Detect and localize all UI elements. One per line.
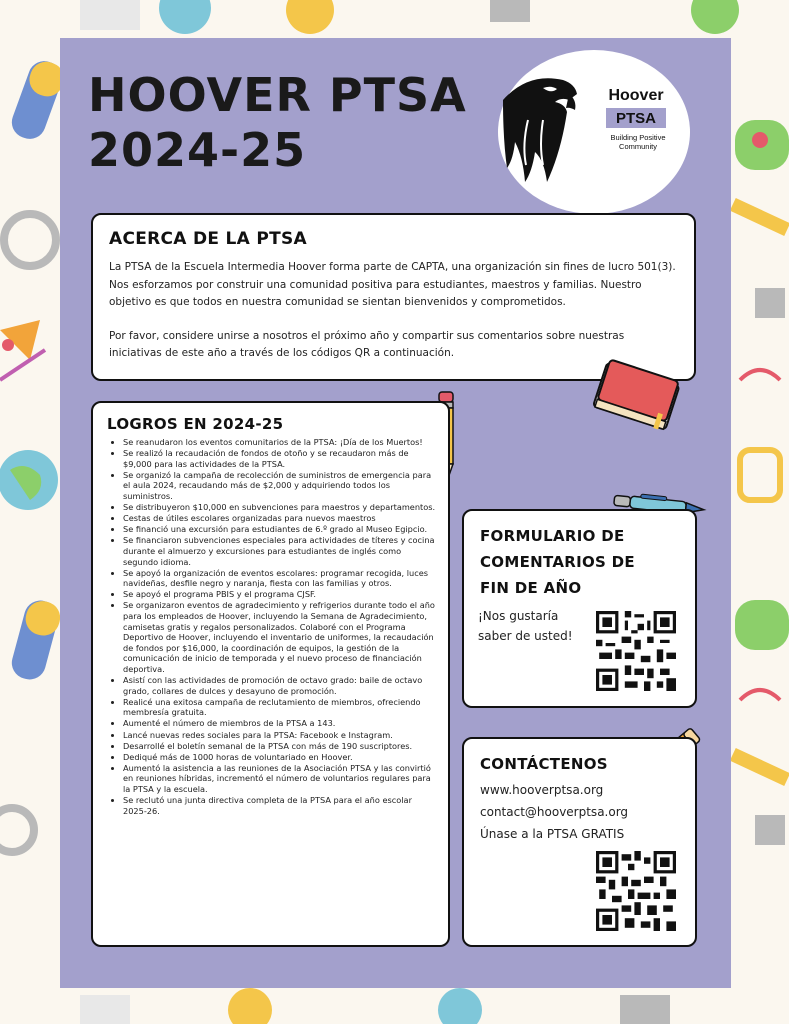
logo-name-line-1: Hoover (608, 87, 664, 104)
contact-website-link[interactable]: www.hooverptsa.org (480, 783, 604, 797)
contact-join-text: Únase a la PTSA GRATIS (480, 827, 625, 841)
hoover-ptsa-logo (498, 50, 690, 215)
achievements-heading: LOGROS EN 2024-25 (107, 415, 284, 433)
list-item: • Dediqué más de 1000 horas de voluntariado en Hoover. (123, 752, 438, 763)
feedback-qr-code-icon[interactable] (596, 611, 676, 691)
logo-tagline-line-1: Building Positive (610, 133, 666, 142)
contact-card (462, 737, 697, 947)
feedback-heading-line-3: FIN DE AÑO (480, 579, 582, 597)
logo-tagline-line-2: Community (619, 142, 657, 151)
list-item: • Se organizaron eventos de agradecimiento y refrigerios durante todo el año para los empleados de Hoover, incluyendo la Semana de Agradecimiento, camisetas gratis y regalos personalizados. Colaboré con el Programa Deportivo de Hoover, incluyendo el inventario de uniformes, la recaudación de fondos por $16,000, la coordinación de equipos, la gestión de la comunicación de inicio de temporada y el nuevo proceso de financiación deportiva. (123, 600, 438, 674)
list-item: • Aumentó la asistencia a las reuniones de la Asociación PTSA y las convirtió en reuniones híbridas, incrementó el número de voluntarios regulares para la PTSA y la escuela. (123, 763, 438, 795)
about-heading: ACERCA DE LA PTSA (109, 229, 307, 249)
list-item: • Cestas de útiles escolares organizadas para nuevos maestros (123, 513, 438, 524)
contact-qr-code-icon[interactable] (596, 851, 676, 931)
list-item: • Se organizó la campaña de recolección de suministros de emergencia para el aula 2024, recaudando más de $2,000 y adquiriendo todos los suministros. (123, 470, 438, 502)
feedback-heading-line-2: COMENTARIOS DE (480, 553, 635, 571)
about-paragraph-1: La PTSA de la Escuela Intermedia Hoover forma parte de CAPTA, una organización sin fines de lucro 501(3). Nos esforzamos por construir una comunidad positiva para estudiantes, maestros y familias. Nuestro objetivo es que todos en nuestra comunidad se sientan bienvenidos y comprometidos. (109, 261, 676, 308)
about-paragraph-2: Por favor, considere unirse a nosotros el próximo año y compartir sus comentarios sobre nuestras iniciativas de este año a través de los códigos QR a continuación. (109, 329, 625, 359)
list-item: • Se realizó la recaudación de fondos de otoño y se recaudaron más de $9,000 para las actividades de la PTSA. (123, 448, 438, 469)
list-item: • Se apoyó el programa PBIS y el programa CJSF. (123, 589, 438, 600)
list-item: • Se apoyó la organización de eventos escolares: programar recogida, luces navideñas, desfile negro y naranja, fiesta con las familias y otros. (123, 568, 438, 589)
list-item: • Se financió una excursión para estudiantes de 6.º grado al Museo Egipcio. (123, 524, 438, 535)
feedback-form-card (462, 509, 697, 708)
list-item: • Desarrollé el boletín semanal de la PTSA con más de 190 suscriptores. (123, 741, 438, 752)
list-item: • Asistí con las actividades de promoción de octavo grado: baile de octavo grado, collares de dulces y desayuno de promoción. (123, 675, 438, 696)
feedback-heading-line-1: FORMULARIO DE (480, 527, 625, 545)
title-line-2: 2024-25 (88, 123, 307, 177)
list-item: • Realicé una exitosa campaña de reclutamiento de miembros, ofreciendo membresía gratuita. (123, 697, 438, 718)
list-item: • Se reanudaron los eventos comunitarios de la PTSA: ¡Día de los Muertos! (123, 437, 438, 448)
achievements-list (107, 437, 438, 816)
page-title (88, 68, 467, 178)
list-item: • Se reclutó una junta directiva completa de la PTSA para el año escolar 2025-26. (123, 795, 438, 816)
list-item: • Aumenté el número de miembros de la PTSA a 143. (123, 718, 438, 729)
book-icon (585, 355, 685, 445)
feedback-subtext: ¡Nos gustaría saber de usted! (478, 609, 573, 643)
contact-email-link[interactable]: contact@hooverptsa.org (480, 805, 629, 819)
title-line-1: HOOVER PTSA (88, 68, 467, 122)
list-item: • Se distribuyeron $10,000 en subvenciones para maestros y departamentos. (123, 502, 438, 513)
list-item: • Se financiaron subvenciones especiales para actividades de títeres y cocina durante el almuerzo y excursiones para estudiantes de inglés como segundo idioma. (123, 535, 438, 567)
achievements-card (91, 401, 450, 947)
list-item: • Lancé nuevas redes sociales para la PTSA: Facebook e Instagram. (123, 730, 438, 741)
logo-name-line-2: PTSA (615, 110, 657, 127)
contact-heading: CONTÁCTENOS (480, 755, 608, 773)
